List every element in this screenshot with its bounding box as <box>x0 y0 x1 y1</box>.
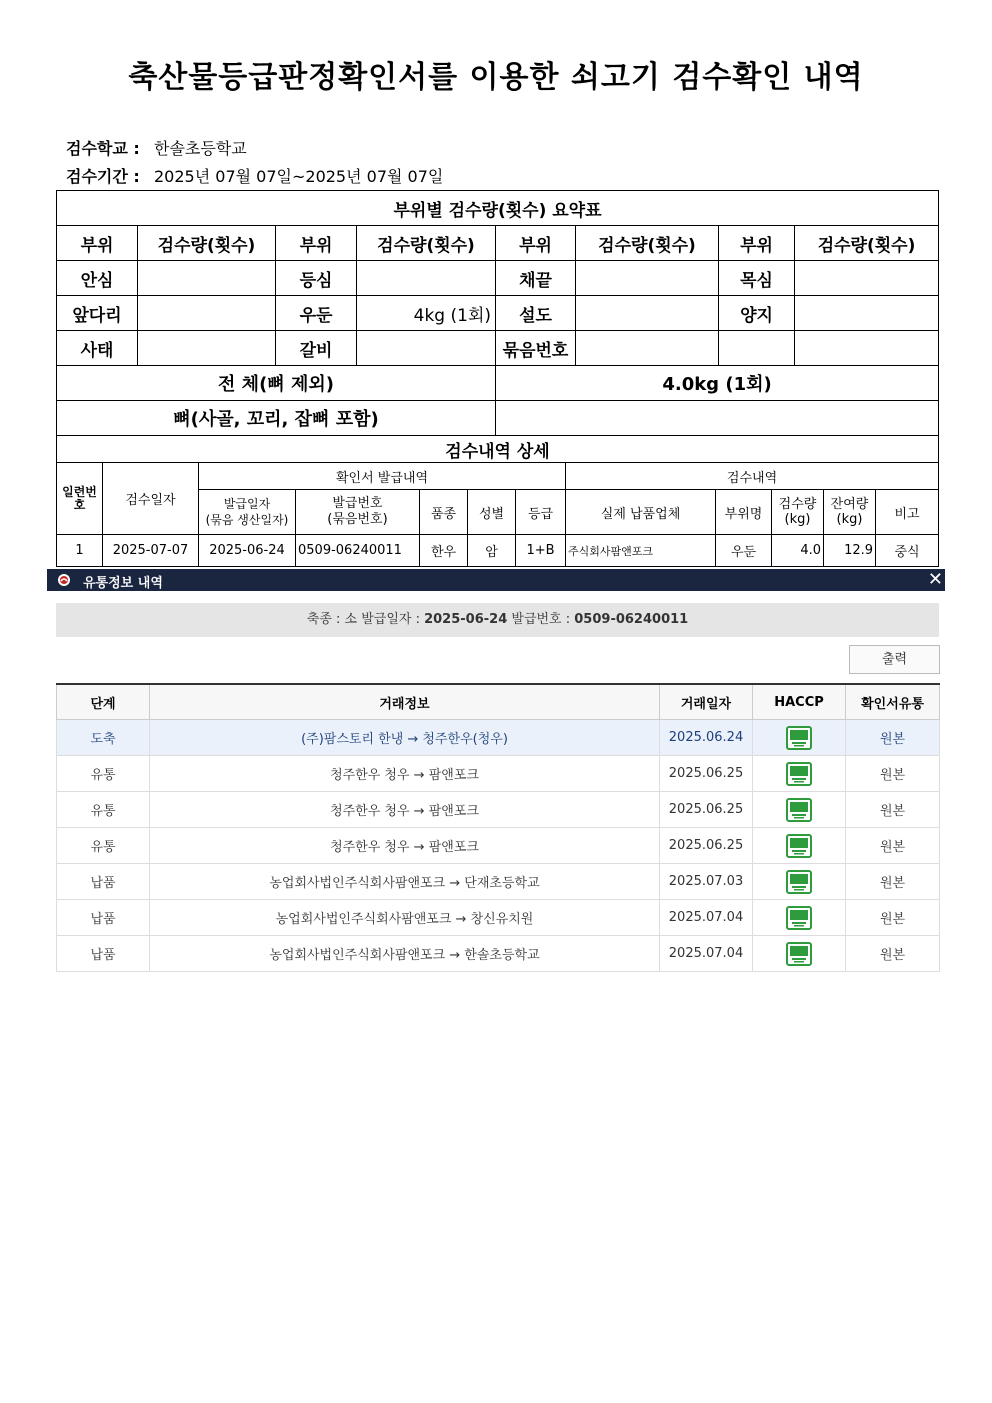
h-issue-no: 발급번호 (묶음번호) <box>296 490 420 535</box>
cell-part: 우둔 <box>716 535 772 567</box>
part-cell: 사태 <box>57 331 138 366</box>
cell-stage: 유통 <box>57 756 150 792</box>
haccp-mark-icon <box>786 762 812 786</box>
school-label: 검수학교 : <box>66 139 140 158</box>
part-cell: 목심 <box>719 261 795 296</box>
school-row <box>66 136 247 159</box>
haccp-mark-icon <box>786 906 812 930</box>
popup-titlebar <box>47 569 945 591</box>
cell-date: 2025-07-07 <box>103 535 199 567</box>
cert-info-bar: 축종 : 소 발급일자 : 2025-06-24 발급번호 : 0509-06240011 <box>56 603 939 637</box>
col-haccp: HACCP <box>753 684 846 720</box>
cell-stage: 유통 <box>57 828 150 864</box>
col-qty: 검수량(횟수) <box>576 226 719 261</box>
cell-haccp <box>753 756 846 792</box>
cell-status: 원본 <box>846 900 940 936</box>
h-note: 비고 <box>876 490 939 535</box>
col-qty: 검수량(횟수) <box>138 226 276 261</box>
print-button[interactable]: 출력 <box>849 645 940 674</box>
period-value: 2025년 07월 07일~2025년 07월 07일 <box>154 167 444 186</box>
h-seq: 일련번호 <box>57 463 103 535</box>
cell-note: 중식 <box>876 535 939 567</box>
bone-label: 뼈(사골, 꼬리, 잡뼈 포함) <box>57 401 496 436</box>
cell-info: 농업회사법인주식회사팜앤포크 → 한솔초등학교 <box>150 936 660 972</box>
cell-date: 2025.06.25 <box>660 792 753 828</box>
cell-status: 원본 <box>846 756 940 792</box>
page-title: 축산물등급판정확인서를 이용한 쇠고기 검수확인 내역 <box>128 60 864 95</box>
period-row <box>66 164 443 187</box>
h-insp: 검수내역 <box>566 463 939 490</box>
qty-cell <box>357 261 496 296</box>
col-part: 부위 <box>719 226 795 261</box>
part-cell: 묶음번호 <box>496 331 576 366</box>
cell-status: 원본 <box>846 936 940 972</box>
h-qty: 검수량 (kg) <box>772 490 824 535</box>
col-qty: 검수량(횟수) <box>357 226 496 261</box>
qty-cell <box>138 261 276 296</box>
summary-table <box>56 190 939 463</box>
cell-status: 원본 <box>846 864 940 900</box>
cell-info: (주)팜스토리 한냉 → 청주한우(청우) <box>150 720 660 756</box>
table-row[interactable] <box>57 864 940 900</box>
cell-info: 농업회사법인주식회사팜앤포크 → 창신유치원 <box>150 900 660 936</box>
popup-title: 유통정보 내역 <box>83 576 163 591</box>
school-value: 한솔초등학교 <box>154 139 247 158</box>
cell-date: 2025.07.04 <box>660 900 753 936</box>
haccp-mark-icon <box>786 798 812 822</box>
qty-cell <box>576 296 719 331</box>
info-date: 2025-06-24 <box>424 612 508 627</box>
qty-cell <box>138 331 276 366</box>
h-grade: 등급 <box>516 490 566 535</box>
h-cert: 확인서 발급내역 <box>199 463 566 490</box>
summary-caption: 부위별 검수량(횟수) 요약표 <box>57 191 939 226</box>
cell-date: 2025.06.24 <box>660 720 753 756</box>
part-cell: 갈비 <box>276 331 357 366</box>
cell-date: 2025.06.25 <box>660 828 753 864</box>
total-value: 4.0kg (1회) <box>496 366 939 401</box>
qty-cell <box>576 261 719 296</box>
table-row[interactable] <box>57 720 940 756</box>
col-status: 확인서유통 <box>846 684 940 720</box>
cell-date: 2025.07.03 <box>660 864 753 900</box>
cell-stage: 유통 <box>57 792 150 828</box>
part-cell: 채끝 <box>496 261 576 296</box>
haccp-mark-icon <box>786 726 812 750</box>
cell-status: 원본 <box>846 828 940 864</box>
qty-cell <box>795 331 939 366</box>
table-row <box>57 535 939 567</box>
cell-grade: 1+B <box>516 535 566 567</box>
col-part: 부위 <box>496 226 576 261</box>
part-cell: 앞다리 <box>57 296 138 331</box>
distribution-table <box>56 683 940 972</box>
qty-cell <box>576 331 719 366</box>
bone-value <box>496 401 939 436</box>
part-cell: 우둔 <box>276 296 357 331</box>
haccp-mark-icon <box>786 870 812 894</box>
h-sex: 성별 <box>468 490 516 535</box>
detail-caption: 검수내역 상세 <box>57 436 939 463</box>
col-stage: 단계 <box>57 684 150 720</box>
col-date: 거래일자 <box>660 684 753 720</box>
cell-stage: 도축 <box>57 720 150 756</box>
cell-remain: 12.9 <box>824 535 876 567</box>
h-remain: 잔여량 (kg) <box>824 490 876 535</box>
part-cell: 설도 <box>496 296 576 331</box>
total-label: 전 체(뼈 제외) <box>57 366 496 401</box>
cell-breed: 한우 <box>420 535 468 567</box>
h-supplier: 실제 납품업체 <box>566 490 716 535</box>
cell-stage: 납품 <box>57 864 150 900</box>
part-cell <box>719 331 795 366</box>
cell-haccp <box>753 900 846 936</box>
h-breed: 품종 <box>420 490 468 535</box>
haccp-mark-icon <box>786 942 812 966</box>
cell-status: 원본 <box>846 792 940 828</box>
cell-haccp <box>753 792 846 828</box>
cell-haccp <box>753 864 846 900</box>
cell-info: 농업회사법인주식회사팜앤포크 → 단재초등학교 <box>150 864 660 900</box>
cell-seq: 1 <box>57 535 103 567</box>
col-part: 부위 <box>276 226 357 261</box>
cell-status: 원본 <box>846 720 940 756</box>
qty-cell <box>795 296 939 331</box>
cell-haccp <box>753 828 846 864</box>
table-row[interactable] <box>57 900 940 936</box>
qty-cell: 4kg (1회) <box>357 296 496 331</box>
cell-haccp <box>753 720 846 756</box>
cell-date: 2025.06.25 <box>660 756 753 792</box>
part-cell: 안심 <box>57 261 138 296</box>
detail-table <box>56 462 939 567</box>
cell-stage: 납품 <box>57 900 150 936</box>
h-issue-date: 발급일자 (묶음 생산일자) <box>199 490 296 535</box>
cell-stage: 납품 <box>57 936 150 972</box>
cell-info: 청주한우 청우 → 팜앤포크 <box>150 828 660 864</box>
cell-info: 청주한우 청우 → 팜앤포크 <box>150 756 660 792</box>
col-part: 부위 <box>57 226 138 261</box>
cell-date: 2025.07.04 <box>660 936 753 972</box>
cell-issue-no: 0509-06240011 <box>296 535 420 567</box>
table-row[interactable] <box>57 828 940 864</box>
col-info: 거래정보 <box>150 684 660 720</box>
table-row[interactable] <box>57 756 940 792</box>
h-date: 검수일자 <box>103 463 199 535</box>
qty-cell <box>357 331 496 366</box>
cell-supplier: 주식회사팜앤포크 <box>566 535 716 567</box>
cell-sex: 암 <box>468 535 516 567</box>
qty-cell <box>795 261 939 296</box>
cell-qty: 4.0 <box>772 535 824 567</box>
period-label: 검수기간 : <box>66 167 140 186</box>
part-cell: 양지 <box>719 296 795 331</box>
app-logo-icon <box>57 573 71 587</box>
col-qty: 검수량(횟수) <box>795 226 939 261</box>
info-no: 0509-06240011 <box>574 612 689 627</box>
table-row[interactable] <box>57 936 940 972</box>
part-cell: 등심 <box>276 261 357 296</box>
cell-haccp <box>753 936 846 972</box>
h-part: 부위명 <box>716 490 772 535</box>
haccp-mark-icon <box>786 834 812 858</box>
close-icon[interactable]: ✕ <box>927 569 943 590</box>
cell-info: 청주한우 청우 → 팜앤포크 <box>150 792 660 828</box>
qty-cell <box>138 296 276 331</box>
table-row[interactable] <box>57 792 940 828</box>
cell-issue-date: 2025-06-24 <box>199 535 296 567</box>
